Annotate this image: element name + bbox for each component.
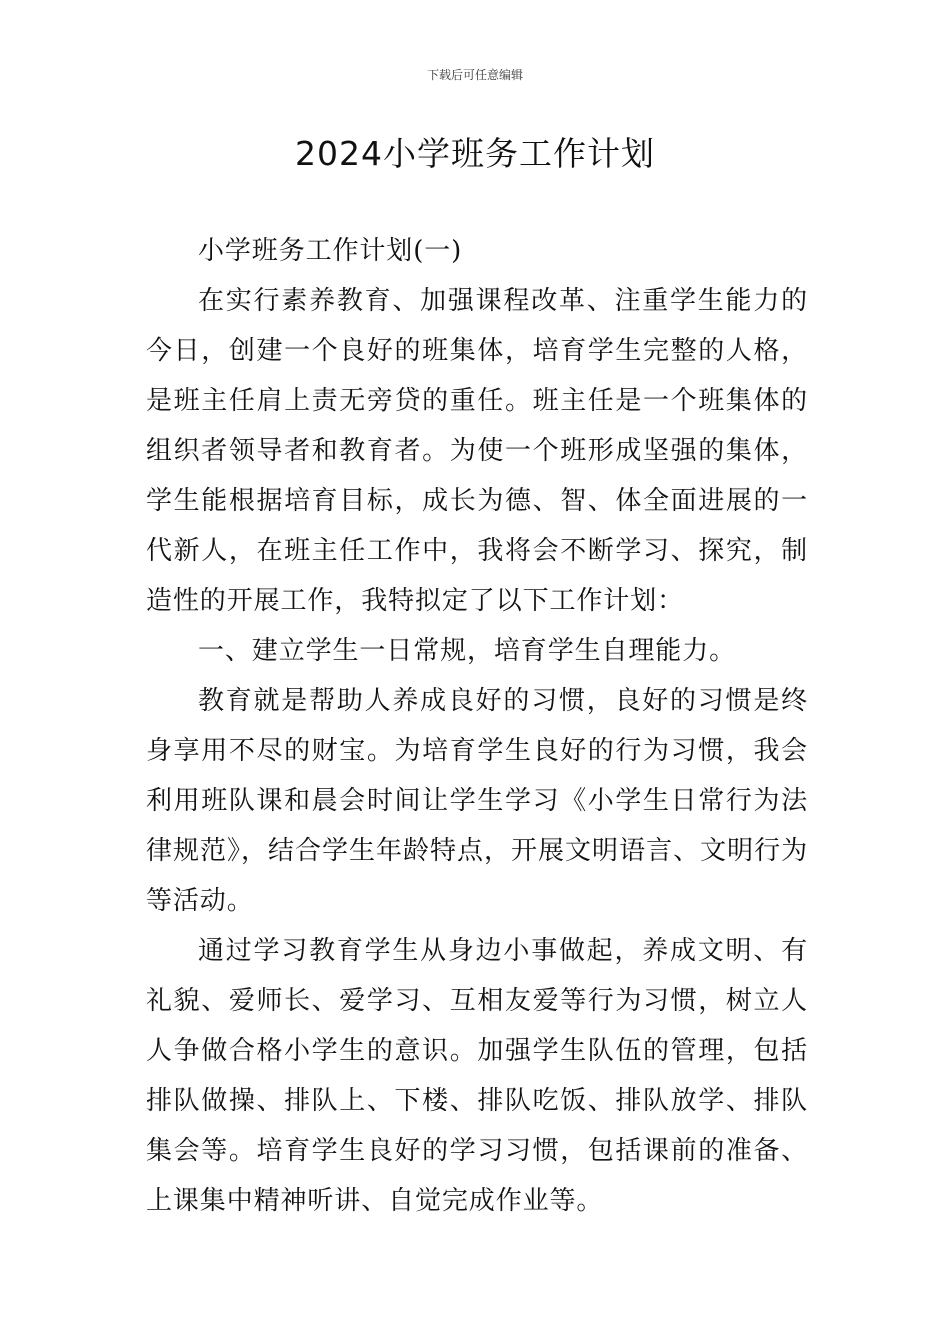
header-note: 下载后可任意编辑 [426, 68, 523, 82]
paragraph-habits: 教育就是帮助人养成良好的习惯，良好的习惯是终身享用不尽的财宝。为培育学生良好的行为习惯，我会利用班队课和晨会时间让学生学习《小学生日常行为法律规范》，结合学生年龄特点，开展文明语言、文明行为等活动。 [146, 686, 808, 916]
section-heading-1: 一、建立学生一日常规，培育学生自理能力。 [198, 636, 737, 666]
section-heading: 小学班务工作计划(一) [198, 236, 463, 266]
paragraph-education: 通过学习教育学生从身边小事做起，养成文明、有礼貌、爱师长、爱学习、互相友爱等行为习惯，树立人人争做合格小学生的意识。加强学生队伍的管理，包括排队做操、排队上、下楼、排队吃饭、排队放学、排队集会等。培育学生良好的学习习惯，包括课前的准备、上课集中精神听讲、自觉完成作业等。 [146, 936, 808, 1216]
document-body [146, 226, 808, 1226]
document-title: 2024小学班务工作计划 [295, 134, 655, 173]
paragraph-intro: 在实行素养教育、加强课程改革、注重学生能力的今日，创建一个良好的班集体，培育学生完整的人格，是班主任肩上责无旁贷的重任。班主任是一个班集体的组织者领导者和教育者。为使一个班形成坚强的集体，学生能根据培育目标，成长为德、智、体全面进展的一代新人，在班主任工作中，我将会不断学习、探究，制造性的开展工作，我特拟定了以下工作计划： [146, 286, 808, 616]
